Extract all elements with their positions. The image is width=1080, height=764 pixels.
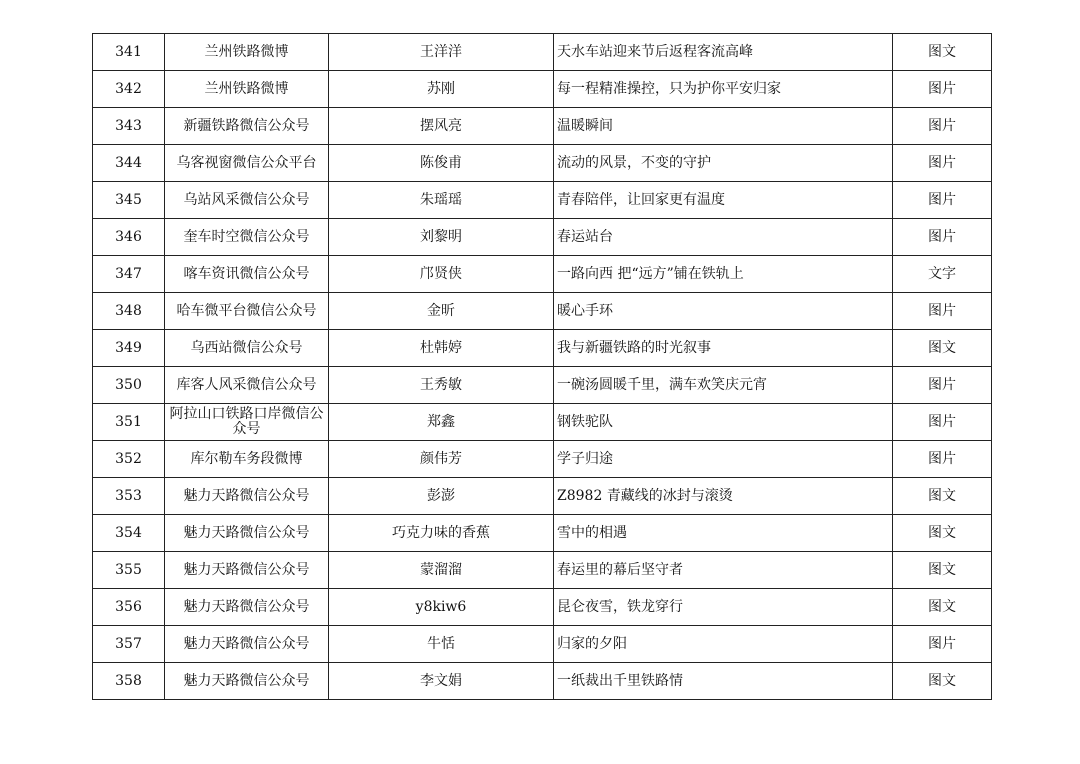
row-source: 新疆铁路微信公众号 [165,108,329,145]
row-author: 摆风亮 [329,108,554,145]
row-source: 兰州铁路微博 [165,34,329,71]
table-row [93,293,992,330]
row-type: 图片 [893,182,992,219]
row-author: 颜伟芳 [329,441,554,478]
row-number: 341 [93,34,165,71]
row-title: 春运里的幕后坚守者 [554,552,893,589]
row-title: Z8982 青藏线的冰封与滚烫 [554,478,893,515]
row-number: 357 [93,626,165,663]
row-type: 图片 [893,367,992,404]
row-number: 354 [93,515,165,552]
table-row [93,219,992,256]
row-type: 图文 [893,478,992,515]
row-title: 暖心手环 [554,293,893,330]
row-type: 图文 [893,330,992,367]
row-source: 乌西站微信公众号 [165,330,329,367]
row-source: 魅力天路微信公众号 [165,478,329,515]
row-type: 图文 [893,34,992,71]
row-source: 魅力天路微信公众号 [165,589,329,626]
table-row [93,108,992,145]
row-title: 学子归途 [554,441,893,478]
row-title: 一碗汤圆暖千里，满车欢笑庆元宵 [554,367,893,404]
table-row [93,145,992,182]
row-author: 陈俊甫 [329,145,554,182]
table-row [93,256,992,293]
row-number: 348 [93,293,165,330]
row-author: 王洋洋 [329,34,554,71]
row-title: 天水车站迎来节后返程客流高峰 [554,34,893,71]
row-type: 图片 [893,293,992,330]
row-title: 昆仑夜雪，铁龙穿行 [554,589,893,626]
row-number: 349 [93,330,165,367]
table-row [93,478,992,515]
table-row [93,34,992,71]
row-title: 温暖瞬间 [554,108,893,145]
row-source: 魅力天路微信公众号 [165,552,329,589]
row-author: 蒙溜溜 [329,552,554,589]
row-source: 奎车时空微信公众号 [165,219,329,256]
row-author: 苏刚 [329,71,554,108]
table-row [93,367,992,404]
row-type: 图片 [893,145,992,182]
row-author: 邝贤侠 [329,256,554,293]
row-number: 353 [93,478,165,515]
row-author: 巧克力味的香蕉 [329,515,554,552]
row-source: 喀车资讯微信公众号 [165,256,329,293]
table-row [93,330,992,367]
row-number: 347 [93,256,165,293]
row-source: 乌客视窗微信公众平台 [165,145,329,182]
row-number: 350 [93,367,165,404]
row-number: 346 [93,219,165,256]
row-author: 彭澎 [329,478,554,515]
row-number: 345 [93,182,165,219]
entries-table-body [93,34,992,700]
row-number: 343 [93,108,165,145]
table-row [93,552,992,589]
row-type: 图文 [893,552,992,589]
row-title: 青春陪伴，让回家更有温度 [554,182,893,219]
row-number: 358 [93,663,165,700]
row-type: 图片 [893,219,992,256]
table-row [93,441,992,478]
row-number: 344 [93,145,165,182]
row-number: 352 [93,441,165,478]
table-row [93,182,992,219]
row-number: 356 [93,589,165,626]
row-title: 流动的风景，不变的守护 [554,145,893,182]
row-source: 乌站风采微信公众号 [165,182,329,219]
row-title: 钢铁驼队 [554,404,893,441]
table-row [93,626,992,663]
row-number: 355 [93,552,165,589]
row-author: 牛恬 [329,626,554,663]
row-type: 图片 [893,404,992,441]
row-type: 图片 [893,441,992,478]
row-type: 图文 [893,515,992,552]
table-row [93,515,992,552]
row-source: 魅力天路微信公众号 [165,663,329,700]
row-title: 一路向西 把“远方”铺在铁轨上 [554,256,893,293]
row-title: 每一程精准操控，只为护你平安归家 [554,71,893,108]
row-author: 刘黎明 [329,219,554,256]
row-type: 图片 [893,108,992,145]
row-source: 库尔勒车务段微博 [165,441,329,478]
table-row [93,663,992,700]
row-source: 库客人风采微信公众号 [165,367,329,404]
row-author: 朱瑶瑶 [329,182,554,219]
row-title: 春运站台 [554,219,893,256]
row-type: 图片 [893,71,992,108]
row-title: 归家的夕阳 [554,626,893,663]
row-type: 图片 [893,626,992,663]
row-author: 金昕 [329,293,554,330]
table-row [93,404,992,441]
row-number: 351 [93,404,165,441]
row-title: 我与新疆铁路的时光叙事 [554,330,893,367]
row-title: 一纸裁出千里铁路情 [554,663,893,700]
row-author: y8kiw6 [329,589,554,626]
table-row [93,589,992,626]
row-type: 文字 [893,256,992,293]
row-author: 郑鑫 [329,404,554,441]
row-author: 李文娟 [329,663,554,700]
entries-table [92,33,992,700]
row-type: 图文 [893,589,992,626]
row-source: 魅力天路微信公众号 [165,626,329,663]
row-title: 雪中的相遇 [554,515,893,552]
table-row [93,71,992,108]
row-author: 王秀敏 [329,367,554,404]
row-number: 342 [93,71,165,108]
row-source: 兰州铁路微博 [165,71,329,108]
row-type: 图文 [893,663,992,700]
row-source: 魅力天路微信公众号 [165,515,329,552]
row-source: 阿拉山口铁路口岸微信公众号 [165,404,329,441]
row-author: 杜韩婷 [329,330,554,367]
row-source: 哈车微平台微信公众号 [165,293,329,330]
